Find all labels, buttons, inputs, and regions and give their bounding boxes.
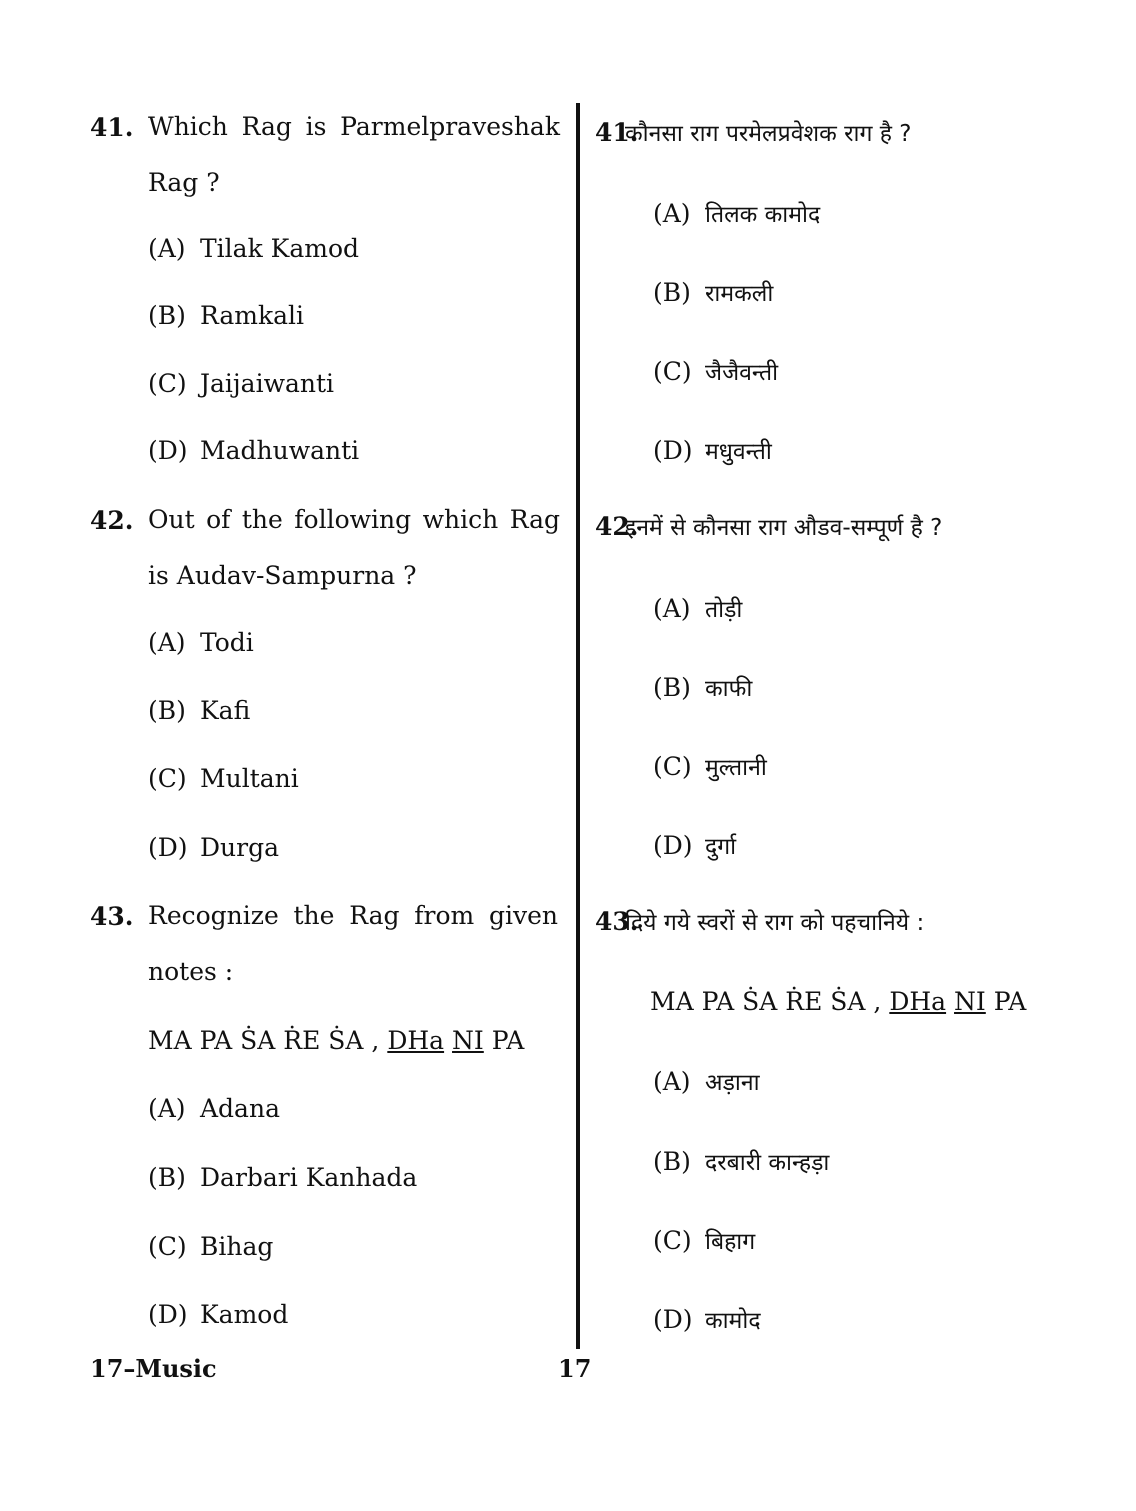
option-b: (B) रामकली: [653, 278, 774, 307]
question-number: 41.: [90, 113, 134, 142]
question-number: 42.: [90, 506, 134, 535]
option-d: (D) कामोद: [653, 1305, 761, 1334]
option-a: (A) Tilak Kamod: [148, 234, 360, 263]
question-text: Out of the following which Rag is Audav-Sampurna ?: [148, 505, 560, 590]
option-a: (A) अड़ाना: [653, 1067, 760, 1096]
question-text: इनमें से कौनसा राग औडव-सम्पूर्ण है ?: [625, 515, 943, 541]
option-d: (D) Kamod: [148, 1300, 289, 1329]
page-number: 17: [558, 1354, 592, 1383]
question-number: 43.: [90, 902, 134, 931]
question-number: 43.: [595, 907, 639, 936]
question-text: Recognize the Rag from given notes :: [148, 901, 558, 986]
question-text: दिये गये स्वरों से राग को पहचानिये :: [625, 910, 925, 936]
question-text: कौनसा राग परमेलप्रवेशक राग है ?: [625, 121, 912, 147]
option-c: (C) Multani: [148, 764, 299, 793]
option-a: (A) तोड़ी: [653, 594, 743, 623]
option-c: (C) मुल्तानी: [653, 752, 767, 781]
swar-notes: MA PA ṠA ṘE ṠA , DHa NI PA: [148, 1026, 525, 1055]
option-a: (A) तिलक कामोद: [653, 199, 821, 228]
option-d: (D) मधुवन्ती: [653, 436, 772, 465]
option-b: (B) काफी: [653, 673, 753, 702]
option-c: (C) Bihag: [148, 1232, 274, 1261]
option-d: (D) Durga: [148, 833, 280, 862]
option-c: (C) जैजैवन्ती: [653, 357, 779, 386]
question-number: 42.: [595, 512, 639, 541]
option-a: (A) Adana: [148, 1094, 280, 1123]
option-b: (B) दरबारी कान्हड़ा: [653, 1147, 830, 1176]
option-b: (B) Kafi: [148, 696, 251, 725]
swar-notes: MA PA ṠA ṘE ṠA , DHa NI PA: [650, 987, 1027, 1016]
option-d: (D) Madhuwanti: [148, 436, 360, 465]
option-b: (B) Ramkali: [148, 301, 305, 330]
option-a: (A) Todi: [148, 628, 254, 657]
option-b: (B) Darbari Kanhada: [148, 1163, 418, 1192]
option-c: (C) बिहाग: [653, 1226, 756, 1255]
subject-footer: 17–Music: [90, 1354, 217, 1383]
column-divider: [576, 103, 580, 1349]
question-number: 41.: [595, 118, 639, 147]
option-c: (C) Jaijaiwanti: [148, 369, 335, 398]
option-d: (D) दुर्गा: [653, 831, 737, 860]
question-text: Which Rag is Parmelpraveshak Rag ?: [148, 112, 560, 197]
